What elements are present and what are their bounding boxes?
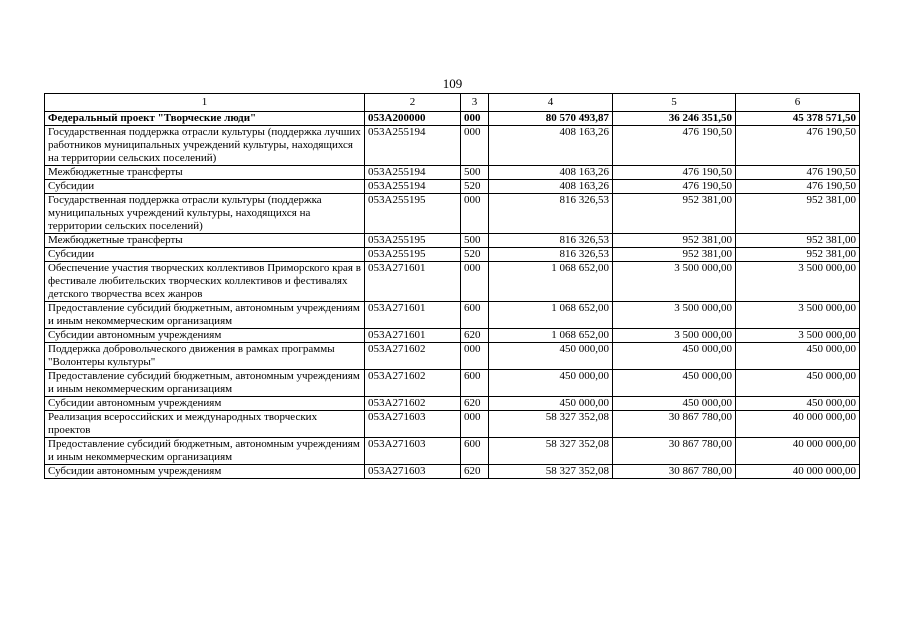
expense-type-cell: 620 <box>461 465 489 479</box>
amount-col4-cell: 1 068 652,00 <box>489 302 613 329</box>
column-header: 6 <box>736 94 860 112</box>
amount-col4-cell: 1 068 652,00 <box>489 262 613 302</box>
expense-type-cell: 600 <box>461 302 489 329</box>
row-name-cell: Государственная поддержка отрасли культуры (поддержка лучших работников муниципальных учреждений культуры, находящихся на территории сельских поселений) <box>45 126 365 166</box>
table-row <box>45 329 860 343</box>
amount-col4-cell: 816 326,53 <box>489 234 613 248</box>
row-name-cell: Межбюджетные трансферты <box>45 166 365 180</box>
table-row <box>45 370 860 397</box>
amount-col6-cell: 450 000,00 <box>736 343 860 370</box>
budget-table <box>44 93 860 479</box>
target-code-cell: 053A271601 <box>365 302 461 329</box>
target-code-cell: 053A271603 <box>365 411 461 438</box>
row-name-cell: Межбюджетные трансферты <box>45 234 365 248</box>
expense-type-cell: 000 <box>461 262 489 302</box>
amount-col4-cell: 450 000,00 <box>489 370 613 397</box>
row-name-cell: Поддержка добровольческого движения в рамках программы "Волонтеры культуры" <box>45 343 365 370</box>
column-header: 1 <box>45 94 365 112</box>
amount-col6-cell: 40 000 000,00 <box>736 411 860 438</box>
amount-col6-cell: 450 000,00 <box>736 397 860 411</box>
amount-col6-cell: 45 378 571,50 <box>736 112 860 126</box>
expense-type-cell: 500 <box>461 166 489 180</box>
amount-col5-cell: 476 190,50 <box>613 166 736 180</box>
column-header: 3 <box>461 94 489 112</box>
amount-col5-cell: 450 000,00 <box>613 370 736 397</box>
amount-col4-cell: 1 068 652,00 <box>489 329 613 343</box>
expense-type-cell: 620 <box>461 329 489 343</box>
row-name-cell: Реализация всероссийских и международных творческих проектов <box>45 411 365 438</box>
expense-type-cell: 000 <box>461 343 489 370</box>
target-code-cell: 053A271602 <box>365 370 461 397</box>
column-header: 5 <box>613 94 736 112</box>
amount-col4-cell: 58 327 352,08 <box>489 438 613 465</box>
row-name-cell: Субсидии автономным учреждениям <box>45 465 365 479</box>
column-header: 4 <box>489 94 613 112</box>
amount-col4-cell: 58 327 352,08 <box>489 411 613 438</box>
column-header: 2 <box>365 94 461 112</box>
amount-col6-cell: 40 000 000,00 <box>736 465 860 479</box>
expense-type-cell: 520 <box>461 248 489 262</box>
table-row <box>45 411 860 438</box>
table-body <box>45 112 860 479</box>
target-code-cell: 053A200000 <box>365 112 461 126</box>
target-code-cell: 053A271602 <box>365 343 461 370</box>
amount-col5-cell: 476 190,50 <box>613 126 736 166</box>
amount-col5-cell: 3 500 000,00 <box>613 329 736 343</box>
target-code-cell: 053A255195 <box>365 234 461 248</box>
target-code-cell: 053A271601 <box>365 262 461 302</box>
expense-type-cell: 000 <box>461 112 489 126</box>
amount-col4-cell: 816 326,53 <box>489 248 613 262</box>
expense-type-cell: 520 <box>461 180 489 194</box>
amount-col6-cell: 476 190,50 <box>736 166 860 180</box>
amount-col5-cell: 30 867 780,00 <box>613 411 736 438</box>
header-row <box>45 94 860 112</box>
amount-col5-cell: 3 500 000,00 <box>613 302 736 329</box>
amount-col5-cell: 450 000,00 <box>613 397 736 411</box>
row-name-cell: Предоставление субсидий бюджетным, автономным учреждениям и иным некоммерческим организациям <box>45 302 365 329</box>
table-row <box>45 234 860 248</box>
amount-col5-cell: 952 381,00 <box>613 248 736 262</box>
amount-col4-cell: 450 000,00 <box>489 397 613 411</box>
amount-col6-cell: 3 500 000,00 <box>736 329 860 343</box>
page-number: 109 <box>442 76 463 91</box>
amount-col5-cell: 3 500 000,00 <box>613 262 736 302</box>
amount-col5-cell: 36 246 351,50 <box>613 112 736 126</box>
amount-col6-cell: 476 190,50 <box>736 126 860 166</box>
expense-type-cell: 000 <box>461 194 489 234</box>
row-name-cell: Субсидии автономным учреждениям <box>45 329 365 343</box>
table-row <box>45 465 860 479</box>
row-name-cell: Федеральный проект "Творческие люди" <box>45 112 365 126</box>
target-code-cell: 053A255195 <box>365 194 461 234</box>
amount-col4-cell: 80 570 493,87 <box>489 112 613 126</box>
amount-col4-cell: 408 163,26 <box>489 126 613 166</box>
amount-col6-cell: 3 500 000,00 <box>736 262 860 302</box>
amount-col6-cell: 952 381,00 <box>736 248 860 262</box>
target-code-cell: 053A255195 <box>365 248 461 262</box>
amount-col4-cell: 58 327 352,08 <box>489 465 613 479</box>
amount-col5-cell: 450 000,00 <box>613 343 736 370</box>
expense-type-cell: 000 <box>461 126 489 166</box>
target-code-cell: 053A271603 <box>365 438 461 465</box>
target-code-cell: 053A271601 <box>365 329 461 343</box>
table-row <box>45 248 860 262</box>
target-code-cell: 053A255194 <box>365 126 461 166</box>
table-row <box>45 397 860 411</box>
amount-col6-cell: 952 381,00 <box>736 194 860 234</box>
amount-col5-cell: 952 381,00 <box>613 234 736 248</box>
row-name-cell: Государственная поддержка отрасли культуры (поддержка муниципальных учреждений культуры, находящихся на территории сельских поселений) <box>45 194 365 234</box>
table-row <box>45 166 860 180</box>
amount-col6-cell: 952 381,00 <box>736 234 860 248</box>
expense-type-cell: 620 <box>461 397 489 411</box>
table-row <box>45 194 860 234</box>
amount-col5-cell: 30 867 780,00 <box>613 438 736 465</box>
target-code-cell: 053A255194 <box>365 180 461 194</box>
row-name-cell: Предоставление субсидий бюджетным, автономным учреждениям и иным некоммерческим организациям <box>45 370 365 397</box>
target-code-cell: 053A255194 <box>365 166 461 180</box>
row-name-cell: Субсидии <box>45 180 365 194</box>
table-row <box>45 112 860 126</box>
row-name-cell: Обеспечение участия творческих коллективов Приморского края в фестивале любительских творческих коллективов и фестивалях детского творчества всех жанров <box>45 262 365 302</box>
expense-type-cell: 000 <box>461 411 489 438</box>
amount-col5-cell: 952 381,00 <box>613 194 736 234</box>
row-name-cell: Субсидии <box>45 248 365 262</box>
amount-col4-cell: 408 163,26 <box>489 180 613 194</box>
row-name-cell: Субсидии автономным учреждениям <box>45 397 365 411</box>
amount-col5-cell: 476 190,50 <box>613 180 736 194</box>
table-row <box>45 302 860 329</box>
amount-col5-cell: 30 867 780,00 <box>613 465 736 479</box>
table-row <box>45 438 860 465</box>
amount-col6-cell: 3 500 000,00 <box>736 302 860 329</box>
table-row <box>45 343 860 370</box>
amount-col6-cell: 40 000 000,00 <box>736 438 860 465</box>
expense-type-cell: 600 <box>461 370 489 397</box>
row-name-cell: Предоставление субсидий бюджетным, автономным учреждениям и иным некоммерческим организациям <box>45 438 365 465</box>
expense-type-cell: 600 <box>461 438 489 465</box>
amount-col6-cell: 450 000,00 <box>736 370 860 397</box>
target-code-cell: 053A271603 <box>365 465 461 479</box>
amount-col4-cell: 450 000,00 <box>489 343 613 370</box>
target-code-cell: 053A271602 <box>365 397 461 411</box>
amount-col6-cell: 476 190,50 <box>736 180 860 194</box>
expense-type-cell: 500 <box>461 234 489 248</box>
table-row <box>45 126 860 166</box>
table-row <box>45 262 860 302</box>
amount-col4-cell: 408 163,26 <box>489 166 613 180</box>
table-row <box>45 180 860 194</box>
amount-col4-cell: 816 326,53 <box>489 194 613 234</box>
